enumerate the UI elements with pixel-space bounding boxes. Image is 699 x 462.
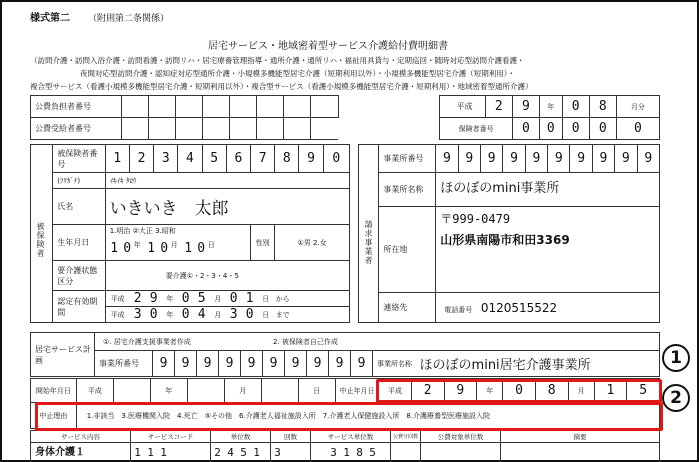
birth-unit: 月 xyxy=(170,241,178,249)
provider-number-label: 事業所番号 xyxy=(379,145,436,173)
plan-digit: 9 xyxy=(197,351,219,377)
reason-label: 中止理由 xyxy=(31,403,77,429)
form-label: 様式第二 xyxy=(30,13,70,24)
stop-era: 平成 xyxy=(379,379,412,403)
birth-digit: 1 xyxy=(184,241,193,256)
payer-label: 公費負担者番号 xyxy=(31,96,122,118)
month-label: 月分 xyxy=(616,96,659,118)
plan-opt-1: ①. 居宅介護支援事業者作成 xyxy=(103,337,191,346)
units-digit: 5 xyxy=(240,446,247,459)
phone-label: 電話番号 xyxy=(444,305,473,314)
services-line-1: （訪問介護・訪問入浴介護・訪問看護・訪問リハ・居宅療養管理指導・通所介護・通所リハ・福祉用具貸与・定期巡回・随時対応型訪問介護看護・ xyxy=(30,56,525,65)
birth-digits xyxy=(108,242,219,255)
provider-digit: 9 xyxy=(503,145,525,173)
insured-digit: 2 xyxy=(129,145,153,173)
service-units-digits xyxy=(327,446,390,459)
annotation-badge-1: 1 xyxy=(662,344,690,372)
address-cell xyxy=(436,207,660,293)
birth-label: 生年月日 xyxy=(53,225,105,261)
care-label: 要介護状態区分 xyxy=(53,261,105,291)
provider-digit: 9 xyxy=(480,145,502,173)
services-line-3: 複合型サービス（看護小規模多機能型居宅介護・短期利用以外）・複合型サービス（看護小規模多機能型居宅介護・短期利用）・地域密着型通所介護） xyxy=(30,82,533,91)
start-era: 平成 xyxy=(76,379,113,403)
valid-digit: 4 xyxy=(197,307,206,322)
valid-unit: 月 xyxy=(214,294,222,303)
birth-digit: 1 xyxy=(110,241,119,256)
year-label: 年 xyxy=(539,96,562,118)
address-value: 山形県南陽市和田3369 xyxy=(440,233,570,247)
month-digit: 0 xyxy=(562,96,589,118)
provider-digit: 9 xyxy=(548,145,570,173)
name-value: いきいき 太郎 xyxy=(105,189,349,225)
provider-digit: 9 xyxy=(637,145,660,173)
count-digit: 3 xyxy=(274,446,281,459)
birth-era-options: 1.明治 ②大正 3.昭和 xyxy=(109,227,176,235)
plan-digit: 9 xyxy=(329,351,351,377)
plan-digit: 9 xyxy=(307,351,329,377)
document-title: 居宅サービス・地域密着型サービス介護給付費明細書 xyxy=(208,41,448,52)
care-value: 要介護①・2・3・4・5 xyxy=(105,261,349,291)
service-code-cell xyxy=(131,443,211,462)
stop-digit: 1 xyxy=(594,379,627,403)
insured-digit: 1 xyxy=(105,145,129,173)
units-digit: 1 xyxy=(253,446,260,459)
valid-to-row xyxy=(106,307,349,322)
insurer-digit: 0 xyxy=(589,118,616,140)
provider-digit: 9 xyxy=(525,145,547,173)
valid-digit: 5 xyxy=(197,291,206,306)
code-digit: 1 xyxy=(134,446,141,459)
valid-digit: 0 xyxy=(181,307,190,322)
provider-section-label: 請求事業者 xyxy=(364,220,373,265)
col-header: サービス単位数 xyxy=(311,431,391,443)
plan-digit: 9 xyxy=(241,351,263,377)
col-header: 公費対象単位数 xyxy=(421,431,501,443)
valid-label: 認定有効期間 xyxy=(53,291,105,323)
plan-digit: 9 xyxy=(263,351,285,377)
valid-from-row xyxy=(106,291,349,307)
code-digit: 1 xyxy=(160,446,167,459)
plan-digit: 9 xyxy=(351,351,373,377)
start-label: 開始年月日 xyxy=(31,379,77,403)
valid-suffix: まで xyxy=(275,310,290,319)
col-header: 公費分回数 xyxy=(391,431,421,443)
insurer-digit: 0 xyxy=(562,118,589,140)
col-header: 摘要 xyxy=(501,431,660,443)
birth-unit: 年 xyxy=(133,241,141,249)
insurer-label: 保険者番号 xyxy=(440,118,512,140)
col-header: サービスコード xyxy=(131,431,211,443)
contact-cell xyxy=(436,293,660,323)
postal-code: 〒999-0479 xyxy=(440,212,511,226)
birth-unit: 日 xyxy=(207,241,215,249)
plan-office-number-label: 事業所番号 xyxy=(95,351,153,377)
units-digit: 2 xyxy=(214,446,221,459)
annotation-badge-2: 2 xyxy=(662,384,690,412)
reason-items: 1.非該当 3.医療機関入院 4.死亡 ⑤その他 6.介護老人福祉施設入所 7.介護老人保健施設入所 8.介護療養型医療施設入院 xyxy=(76,403,659,429)
count-digits xyxy=(271,446,310,459)
insured-digit: 8 xyxy=(275,145,299,173)
service-units-cell xyxy=(311,443,391,462)
insurer-digit: 0 xyxy=(616,118,659,140)
start-year-unit: 年 xyxy=(150,379,187,403)
valid-digit: 9 xyxy=(149,291,158,306)
start-day-unit: 日 xyxy=(298,379,335,403)
phone-value: 0120515522 xyxy=(480,300,558,315)
insured-digit: 9 xyxy=(299,145,323,173)
year-digit: 9 xyxy=(512,96,539,118)
service-units-digit: 1 xyxy=(343,446,350,459)
units-digit: 4 xyxy=(227,446,234,459)
sex-options: ①男 2.女 xyxy=(275,225,350,261)
provider-table xyxy=(358,144,660,323)
service-table xyxy=(30,430,660,462)
insurer-digit: 0 xyxy=(539,118,562,140)
valid-digit: 0 xyxy=(181,291,190,306)
plan-office-name-value: ほのぼのmini居宅介護事業所 xyxy=(419,358,591,373)
insured-table xyxy=(30,144,350,323)
birth-cell xyxy=(105,225,250,261)
valid-unit: 年 xyxy=(166,310,174,319)
col-header: サービス内容 xyxy=(31,431,131,443)
stop-digit: 2 xyxy=(411,379,444,403)
sex-label: 性別 xyxy=(251,225,275,261)
stop-digit: 0 xyxy=(503,379,536,403)
provider-digit: 9 xyxy=(615,145,637,173)
birth-digit: 0 xyxy=(123,241,132,256)
valid-period xyxy=(105,291,349,323)
provider-digit: 9 xyxy=(592,145,614,173)
stop-digit: 5 xyxy=(627,379,660,403)
provider-name-value: ほのぼのmini事業所 xyxy=(436,173,660,207)
valid-unit: 月 xyxy=(214,310,222,319)
recipient-label: 公費受給者番号 xyxy=(31,118,122,140)
highlight-stop-date xyxy=(376,379,662,403)
start-month-unit: 月 xyxy=(224,379,261,403)
valid-unit: 日 xyxy=(262,310,270,319)
contact-label: 連絡先 xyxy=(379,293,436,323)
units-cell xyxy=(211,443,271,462)
service-units-digit: 8 xyxy=(356,446,363,459)
insured-digit: 4 xyxy=(178,145,202,173)
highlight-stop-reason xyxy=(35,402,663,431)
plan-digit: 9 xyxy=(175,351,197,377)
insured-digit: 0 xyxy=(323,145,349,173)
plan-options xyxy=(95,333,660,351)
insured-section-label: 被保険者 xyxy=(36,222,45,258)
valid-digit: 0 xyxy=(149,307,158,322)
plan-table xyxy=(30,332,660,377)
valid-era: 平成 xyxy=(110,294,125,303)
plan-opt-2: 2. 被保険者自己作成 xyxy=(272,337,338,346)
month-digit: 8 xyxy=(589,96,616,118)
birth-digit: 0 xyxy=(197,241,206,256)
insured-digit: 6 xyxy=(226,145,250,173)
stop-digit: 8 xyxy=(535,379,568,403)
valid-unit: 年 xyxy=(166,294,174,303)
plan-label: 居宅サービス計画 xyxy=(31,333,95,377)
services-line-2: 夜間対応型訪問介護・認知症対応型通所介護・小規模多機能型居宅介護（短期利用以外）・小規模多機能型居宅介護（短期利用）・ xyxy=(80,69,515,78)
plan-digit: 9 xyxy=(219,351,241,377)
name-label: 氏名 xyxy=(53,189,105,225)
kana-label: (ﾌﾘｶﾞﾅ) xyxy=(53,173,105,189)
plan-digit: 9 xyxy=(285,351,307,377)
service-units-digit: 3 xyxy=(330,446,337,459)
insured-digit: 7 xyxy=(251,145,275,173)
service-code xyxy=(131,446,210,459)
provider-digit: 9 xyxy=(458,145,480,173)
birth-digit: 1 xyxy=(147,241,156,256)
stop-unit: 年 xyxy=(477,379,503,403)
plan-digit: 9 xyxy=(153,351,175,377)
service-name: 身体介護１ xyxy=(31,443,131,462)
valid-digit: 3 xyxy=(133,307,142,322)
units-digits xyxy=(211,446,270,459)
valid-digit: 2 xyxy=(133,291,142,306)
valid-digit: 3 xyxy=(229,307,238,322)
address-label: 所在地 xyxy=(379,207,436,293)
era-label: 平成 xyxy=(440,96,485,118)
insurer-digit: 0 xyxy=(512,118,539,140)
year-digit: 2 xyxy=(485,96,512,118)
provider-digit: 9 xyxy=(436,145,458,173)
insured-digit: 3 xyxy=(154,145,178,173)
insured-digit: 5 xyxy=(202,145,226,173)
valid-digit: 0 xyxy=(229,291,238,306)
valid-era: 平成 xyxy=(110,310,125,319)
form-sub: （附則第二条関係） xyxy=(88,14,170,24)
provider-digit: 9 xyxy=(570,145,592,173)
col-header: 単位数 xyxy=(211,431,271,443)
plan-office-name-cell xyxy=(373,351,660,377)
count-cell xyxy=(271,443,311,462)
service-units-digit: 5 xyxy=(369,446,376,459)
provider-name-label: 事業所名称 xyxy=(379,173,436,207)
stop-label: 中止年月日 xyxy=(335,379,379,403)
code-digit: 1 xyxy=(147,446,154,459)
valid-digit: 1 xyxy=(245,291,254,306)
birth-digit: 0 xyxy=(160,241,169,256)
stop-digit: 9 xyxy=(444,379,477,403)
valid-digit: 0 xyxy=(245,307,254,322)
col-header: 回数 xyxy=(271,431,311,443)
kana-value: ｲｷｲｷ ﾀﾛｳ xyxy=(105,173,349,189)
insured-number-label: 被保険者番号 xyxy=(53,145,105,173)
top-table xyxy=(30,95,660,140)
plan-office-name-label: 事業所名称 xyxy=(377,359,412,368)
valid-suffix: から xyxy=(275,294,290,303)
valid-unit: 日 xyxy=(262,294,270,303)
stop-unit: 月 xyxy=(568,379,594,403)
